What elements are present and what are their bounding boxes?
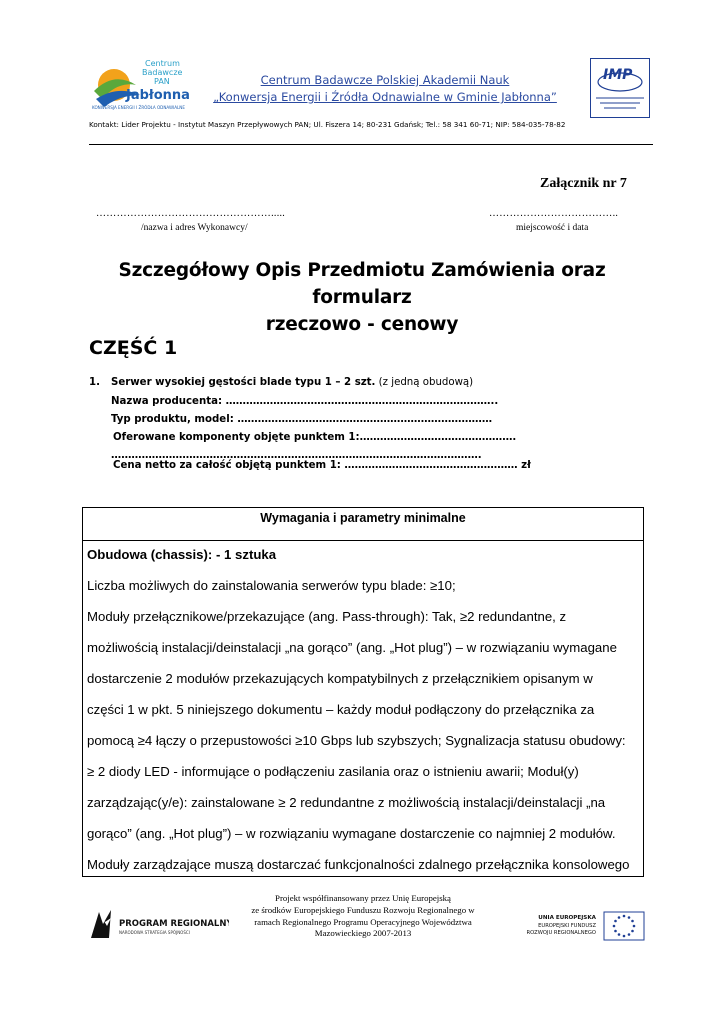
section-chassis-body — [87, 563, 639, 878]
part-heading: CZĘŚĆ 1 — [89, 337, 178, 359]
item-name: Serwer wysokiej gęstości blade typu 1 – 2 szt. — [111, 377, 376, 388]
table-row: Liczba możliwych do zainstalowania serwerów typu blade: ≥10; — [87, 578, 456, 593]
header-divider — [89, 144, 653, 145]
eu-line-2: EUROPEJSKI FUNDUSZ — [538, 923, 596, 929]
table-row: możliwością instalacji/deinstalacji „na gorąco” (ang. „Hot plug”) – w rozwiązaniu wymagane — [87, 640, 617, 655]
requirements-table — [82, 507, 644, 877]
net-price-line: Cena netto za całość objętą punktem 1: …………………………………………… zł — [113, 460, 531, 471]
sun-logo-icon — [88, 55, 208, 117]
imp-text: IMP — [603, 67, 633, 83]
section-chassis-title: Obudowa (chassis): - 1 sztuka — [87, 547, 277, 562]
logo-badawcze-text: Badawcze — [142, 68, 183, 77]
table-row: części 1 w pkt. 5 niniejszego dokumentu – każdy moduł podłączony do przełącznika za — [87, 702, 595, 717]
logo-centrum-text: Centrum — [145, 59, 180, 68]
eu-line-1: UNIA EUROPEJSKA — [538, 915, 596, 921]
dots-line: ………………………………………………………………………………………………. — [111, 450, 482, 461]
cofinancing-note — [232, 893, 494, 940]
product-type-line: Typ produktu, model: ………………………………………………………………… — [111, 414, 493, 425]
annex-label: Załącznik nr 7 — [540, 176, 627, 191]
table-row: gorąco” (ang. „Hot plug”) – w rozwiązaniu wymagane dostarczenie co najmniej 2 modułów. — [87, 826, 616, 841]
organization-name — [210, 72, 560, 106]
table-row: Moduły przełącznikowe/przekazujące (ang. Pass-through): Tak, ≥2 redundantne, z — [87, 609, 567, 624]
contractor-dots: ……………………………………………..... — [96, 208, 286, 219]
eu-logo — [516, 908, 646, 944]
footer-line: ze środków Europejskiego Funduszu Rozwoju Regionalnego w — [251, 904, 475, 915]
footer-line: Projekt współfinansowany przez Unię Europejską — [275, 893, 451, 903]
place-date-caption: miejscowość i data — [516, 223, 589, 233]
program-title: PROGRAM REGIONALNY — [119, 919, 229, 929]
program-regionalny-icon — [89, 908, 229, 942]
program-subtitle: NARODOWA STRATEGIA SPÓJNOŚCI — [119, 930, 190, 935]
producer-line: Nazwa producenta: …………………………………………………………………….. — [111, 396, 499, 407]
section-chassis — [83, 547, 643, 877]
eu-flag-icon — [516, 908, 646, 944]
title-line-2: rzeczowo - cenowy — [265, 314, 459, 335]
title-line-1: Szczegółowy Opis Przedmiotu Zamówienia oraz formularz — [118, 260, 606, 308]
table-row: pomocą ≥4 łączy o przepustowości ≥10 Gbps lub szybszych; Sygnalizacja statusu obudowy: — [87, 733, 626, 748]
eu-line-3: ROZWOJU REGIONALNEGO — [526, 930, 596, 936]
document-title — [89, 257, 635, 338]
item-title — [111, 377, 473, 388]
cb-pan-jablonna-logo — [88, 55, 208, 117]
imp-logo-icon — [590, 58, 650, 118]
table-row: ≥ 2 diody LED - informujące o podłączeniu zasilania oraz o istnieniu awarii; Moduł(y) — [87, 764, 579, 779]
table-header: Wymagania i parametry minimalne — [83, 508, 643, 541]
org-line-2: „Konwersja Energii i Źródła Odnawialne w Gminie Jabłonna” — [213, 90, 557, 104]
logo-pan-text: PAN — [154, 77, 170, 86]
table-row: zarządzając(y/e): zainstalowane ≥ 2 redundantne z możliwością instalacji/deinstalacji „na — [87, 795, 606, 810]
contact-line: Kontakt: Lider Projektu - Instytut Maszyn Przepływowych PAN; Ul. Fiszera 14; 80-231 Gdańsk; Tel.: 58 341 60-71; NIP: 584-035-78-82 — [89, 120, 566, 129]
item-number: 1. — [89, 377, 100, 388]
logo-jablonna-text: Jabłonna — [126, 88, 190, 103]
contractor-caption: /nazwa i adres Wykonawcy/ — [141, 223, 248, 233]
imp-logo — [590, 58, 650, 118]
offered-components-line: Oferowane komponenty objęte punktem 1:………………………………………. — [113, 432, 517, 443]
program-regionalny-logo — [89, 908, 229, 942]
table-row: Moduły zarządzające muszą dostarczać funkcjonalności zdalnego przełącznika konsolowego — [87, 857, 630, 872]
table-row: dostarczenie 2 modułów przekazujących kompatybilnych z przełącznikiem opisanym w — [87, 671, 593, 686]
logo-tagline-text: KONWERSJA ENERGII I ŹRÓDŁA ODNAWIALNE — [92, 105, 185, 110]
org-line-1: Centrum Badawcze Polskiej Akademii Nauk — [260, 73, 510, 87]
place-date-dots: ……………………………….. — [489, 208, 619, 219]
item-name-note: (z jedną obudową) — [375, 377, 474, 388]
footer-line: ramach Regionalnego Programu Operacyjnego Województwa — [254, 916, 472, 927]
footer-line: Mazowieckiego 2007-2013 — [314, 928, 412, 939]
